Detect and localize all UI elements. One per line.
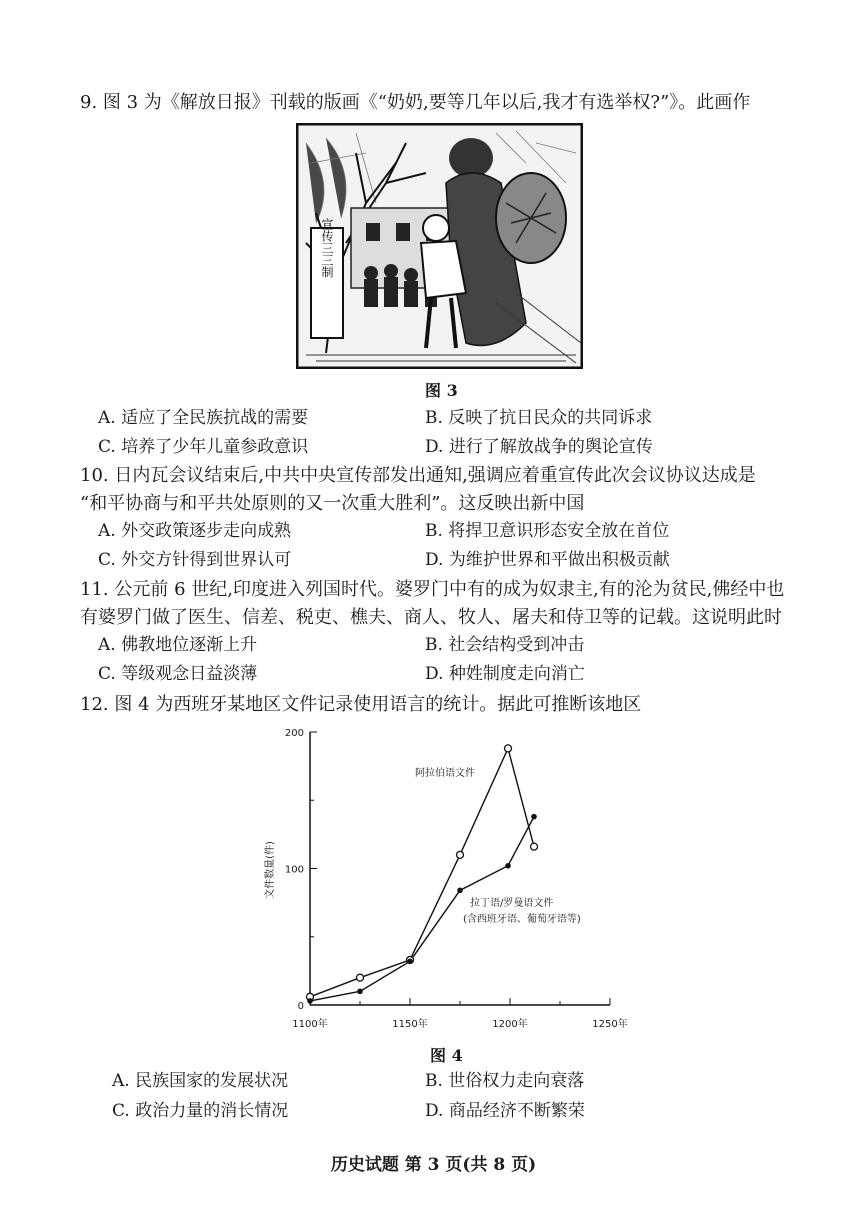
question-12-stem: 12. 图 4 为西班牙某地区文件记录使用语言的统计。据此可推断该地区 (80, 694, 642, 715)
q12-option-b[interactable]: B. 世俗权力走向衰落 (425, 1071, 585, 1091)
point-latin (457, 888, 463, 894)
series-lines (310, 748, 534, 1001)
q9-option-b[interactable]: B. 反映了抗日民众的共同诉求 (425, 408, 653, 428)
q10-option-a[interactable]: A. 外交政策逐步走向成熟 (98, 521, 292, 541)
q12-option-d[interactable]: D. 商品经济不断繁荣 (425, 1101, 585, 1121)
point-latin (407, 959, 413, 965)
language-chart (255, 720, 655, 1040)
question-9-stem: 9. 图 3 为《解放日报》刊载的版画《“奶奶,要等几年以后,我才有选举权?”》。此画作 (80, 92, 751, 113)
question-11-stem-line1: 11. 公元前 6 世纪,印度进入列国时代。婆罗门中有的成为奴隶主,有的沦为贫民,佛经中也 (80, 579, 785, 600)
y-axis-label: 文件数量(件) (265, 841, 276, 899)
series-points (307, 745, 538, 1004)
q11-option-a[interactable]: A. 佛教地位逐渐上升 (98, 635, 258, 655)
q12-option-c[interactable]: C. 政治力量的消长情况 (112, 1101, 289, 1121)
point-latin (531, 814, 537, 820)
point-arabic (531, 843, 538, 850)
q9-option-c[interactable]: C. 培养了少年儿童参政意识 (98, 437, 309, 457)
y-ticks (285, 728, 317, 1012)
point-latin (307, 998, 313, 1004)
point-arabic (505, 745, 512, 752)
q10-option-d[interactable]: D. 为维护世界和平做出积极贡献 (425, 550, 670, 570)
x-tick-label: 1100年 (292, 1019, 328, 1030)
sign-text: 宣传三三制 (320, 218, 334, 278)
y-tick-label: 200 (284, 728, 304, 739)
point-latin (357, 989, 363, 995)
point-arabic (457, 851, 464, 858)
x-tick-label: 1250年 (592, 1019, 628, 1030)
legend-latin: 拉丁语/罗曼语文件 (470, 898, 554, 909)
q11-option-b[interactable]: B. 社会结构受到冲击 (425, 635, 585, 655)
woodcut-figure (296, 123, 583, 369)
question-10-stem-line2: “和平协商与和平共处原则的又一次重大胜利”。这反映出新中国 (80, 493, 585, 514)
figure-3-caption: 图 3 (425, 381, 458, 400)
question-11-stem-line2: 有婆罗门做了医生、信差、税吏、樵夫、商人、牧人、屠夫和侍卫等的记载。这说明此时 (80, 607, 782, 628)
q12-option-a[interactable]: A. 民族国家的发展状况 (112, 1071, 289, 1091)
legend-latin-note: (含西班牙语、葡萄牙语等) (463, 914, 581, 925)
x-tick-label: 1150年 (392, 1019, 428, 1030)
page-footer: 历史试题 第 3 页(共 8 页) (330, 1155, 537, 1175)
q11-option-d[interactable]: D. 种姓制度走向消亡 (425, 664, 585, 684)
point-latin (505, 863, 511, 869)
q9-option-d[interactable]: D. 进行了解放战争的舆论宣传 (425, 437, 653, 457)
x-ticks (292, 998, 627, 1030)
q9-option-a[interactable]: A. 适应了全民族抗战的需要 (98, 408, 309, 428)
x-tick-label: 1200年 (492, 1019, 528, 1030)
series-line-1 (310, 748, 534, 996)
figure-4-caption: 图 4 (430, 1046, 463, 1065)
q10-option-c[interactable]: C. 外交方针得到世界认可 (98, 550, 292, 570)
question-10-stem-line1: 10. 日内瓦会议结束后,中共中央宣传部发出通知,强调应着重宣传此次会议协议达成是 (80, 465, 756, 486)
q10-option-b[interactable]: B. 将捍卫意识形态安全放在首位 (425, 521, 670, 541)
point-arabic (357, 974, 364, 981)
y-tick-label: 100 (284, 864, 304, 876)
y-tick-label: 0 (297, 1001, 304, 1012)
q11-option-c[interactable]: C. 等级观念日益淡薄 (98, 664, 258, 684)
legend-arabic: 阿拉伯语文件 (415, 768, 475, 779)
